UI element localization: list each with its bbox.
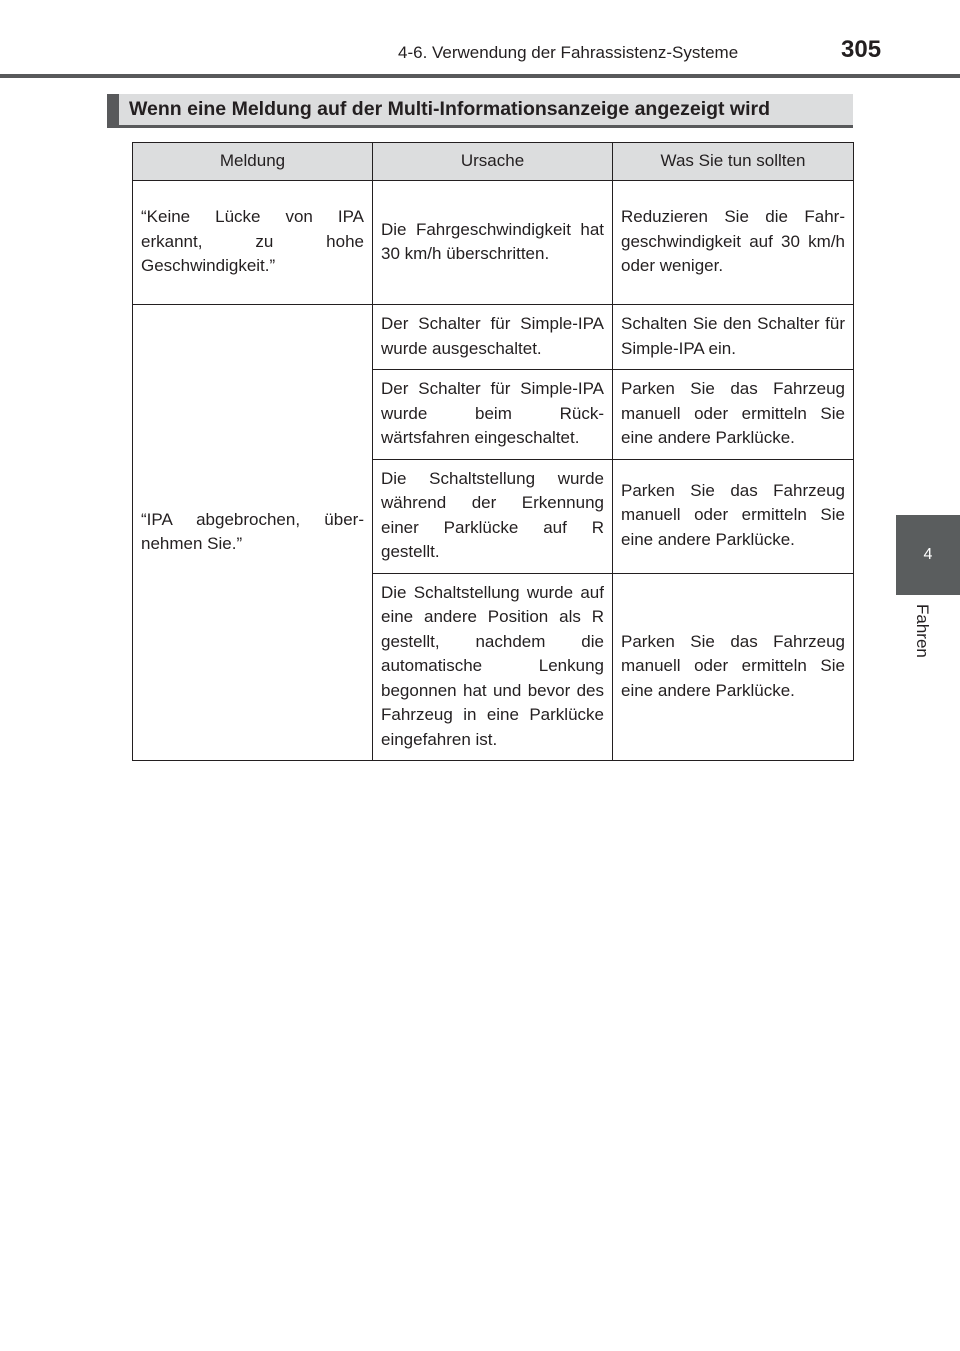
chapter-tab: [896, 515, 960, 595]
section-title: Wenn eine Meldung auf der Multi-Informationsanzeige angezeigt wird: [107, 94, 853, 128]
ursache-cell: Die Schaltstellung wurde während der Erkennung einer Parklücke auf R gestellt.: [373, 459, 613, 573]
header-meldung: Meldung: [133, 143, 373, 181]
ursache-cell: Die Fahrgeschwindigkeit hat 30 km/h überschritten.: [373, 181, 613, 305]
action-cell: Parken Sie das Fahrzeug manuell oder ermitteln Sie eine andere Parklücke.: [613, 459, 854, 573]
ursache-cell: Der Schalter für Simple-IPA wurde beim Rück-wärtsfahren eingeschaltet.: [373, 370, 613, 460]
action-cell: Reduzieren Sie die Fahr-geschwindigkeit auf 30 km/h oder weniger.: [613, 181, 854, 305]
action-cell: Schalten Sie den Schalter für Simple-IPA ein.: [613, 305, 854, 370]
table-row: [133, 305, 854, 370]
header-was-sie-tun-sollten: Was Sie tun sollten: [613, 143, 854, 181]
ursache-cell: Die Schaltstellung wurde auf eine andere Position als R gestellt, nachdem die automatische Lenkung begonnen hat und bevor des Fahrzeug in eine Parklücke eingefahren ist.: [373, 573, 613, 761]
running-header: 4-6. Verwendung der Fahrassistenz-Systeme: [398, 43, 739, 62]
header-ursache: Ursache: [373, 143, 613, 181]
chapter-label: Fahren: [913, 604, 932, 658]
meldung-cell: “Keine Lücke von IPA erkannt, zu hohe Geschwindigkeit.”: [133, 181, 373, 305]
action-cell: Parken Sie das Fahrzeug manuell oder ermitteln Sie eine andere Parklücke.: [613, 370, 854, 460]
chapter-number: 4: [923, 546, 933, 563]
ursache-cell: Der Schalter für Simple-IPA wurde ausgeschaltet.: [373, 305, 613, 370]
message-table: [132, 142, 854, 761]
header-rule: [0, 74, 960, 78]
table-row: [133, 181, 854, 305]
meldung-cell: “IPA abgebrochen, über-nehmen Sie.”: [133, 305, 373, 761]
action-cell: Parken Sie das Fahrzeug manuell oder ermitteln Sie eine andere Parklücke.: [613, 573, 854, 761]
page-number: 305: [841, 36, 882, 63]
table-header-row: [133, 143, 854, 181]
